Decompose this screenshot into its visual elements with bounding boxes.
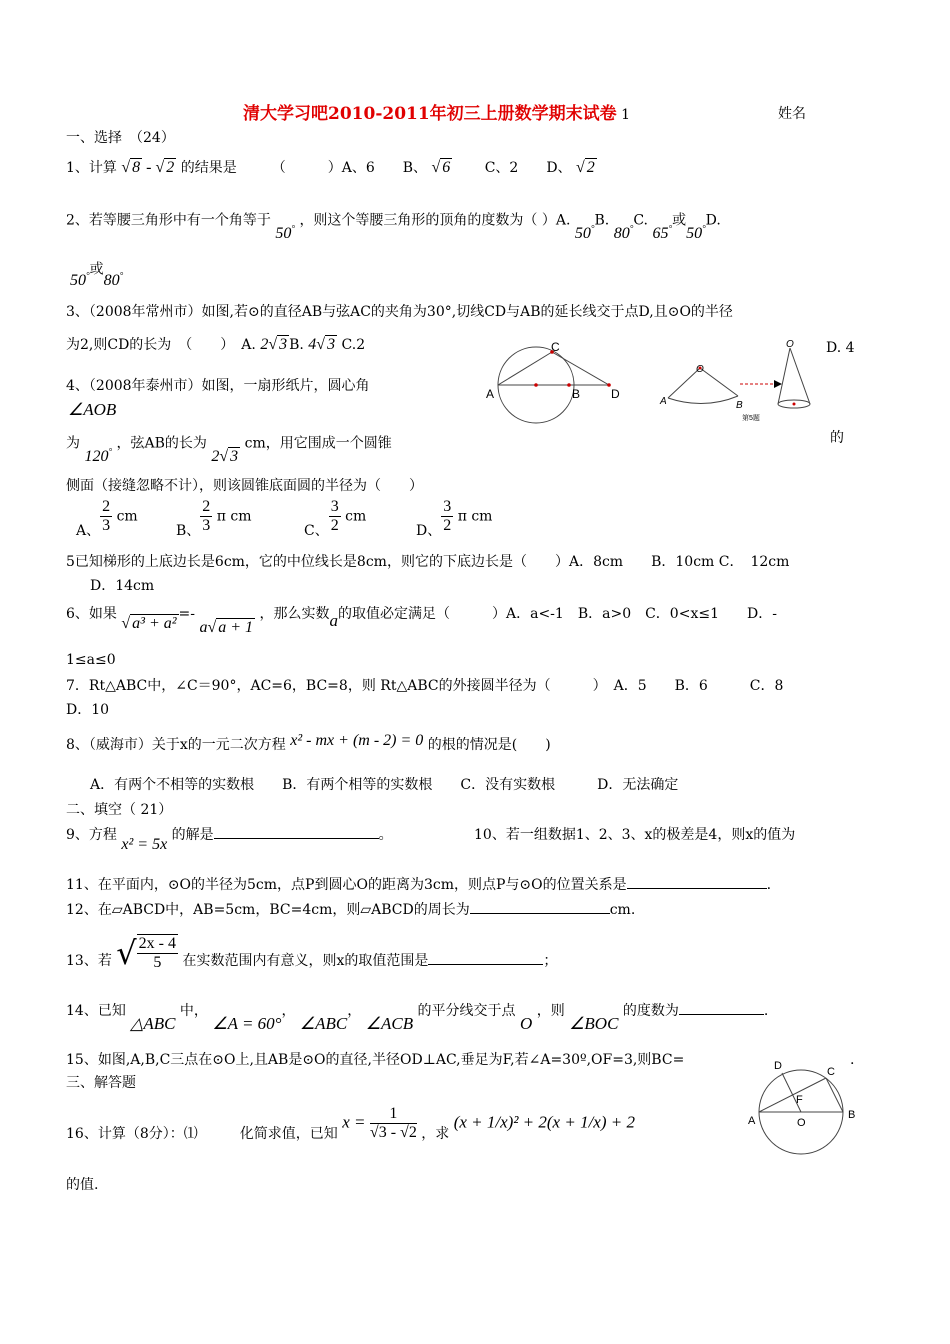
question-1 [66,158,597,178]
q9-equation: x² = 5x [121,836,168,853]
q4-chord: 2√ 3 [211,448,239,466]
q15-end: . [850,1052,855,1068]
q3-option-a: 2√ 3 [260,336,288,353]
q2-mid: ，则这个等腰三角形的顶角的度数为（ ）A. [299,212,571,229]
fig3-label-d: D [611,387,620,401]
q1-option-d: √ 2 [576,159,595,176]
title-text: 清大学习吧2010-2011年初三上册数学期末试卷 [243,104,617,124]
q14-angle-boc: ∠BOC [569,1014,619,1033]
question-9: 9、方程 x² = 5x 的解是 。 [66,827,393,853]
page-title [243,104,630,125]
section-3-heading: 三、解答题 [66,1075,136,1091]
q1-option-b: √ 6 [431,159,451,176]
q6-lhs: √ a³ + a² [121,615,177,632]
q3-option-d: D. 4 [826,340,855,356]
question-4-line1: 4、（2008年泰州市）如图，一扇形纸片，圆心角 [66,378,370,394]
q16-expression: (x + 1/x)² + 2(x + 1/x) + 2 [453,1112,635,1132]
q14-point-o: O [520,1014,533,1033]
q1-options: 的结果是 （ ）A、6 B、 [180,160,428,176]
name-label: 姓名 [778,106,806,122]
fig15-label-a: A [748,1115,756,1127]
q3-option-b: 4√ 3 [308,336,336,353]
question-2: 2、若等腰三角形中有一个角等于 50° ，则这个等腰三角形的顶角的度数为（ ）A. 50°B. 80°C. 65°或50°D. [66,212,721,243]
q14-angle-acb: ∠ACB [365,1014,414,1033]
fig5-caption: 第5题 [742,415,760,422]
q14-answer-blank[interactable] [679,1014,764,1015]
q6-variable: a [329,611,338,630]
question-8-options: A．有两个不相等的实数根 B．有两个相等的实数根 C．没有实数根 D．无法确定 [90,777,679,793]
q9-answer-blank[interactable] [214,838,379,839]
question-5-line2: D．14cm [90,578,155,594]
question-6: 6、如果 √ a³ + a²=- a√ a + 1 ，那么实数a的取值必定满足（ ）A．a<-1 B．a>0 C．0<x≤1 D．- [66,606,777,636]
q6-rhs: a√ a + 1 [199,619,254,636]
q16-x-equals: x = [342,1112,366,1132]
fig15-label-b: B [848,1109,856,1121]
q4-angle: ∠AOB [68,400,117,419]
question-14: 14、已知 △ABC 中， ∠A = 60°， ∠ABC， ∠ACB 的平分线交于点 O ，则 ∠BOC 的度数为 . [66,1003,769,1033]
q2-option-d: 50° [70,271,90,290]
fig15-label-c: C [827,1066,835,1078]
fig5-label-b: B [736,400,743,411]
q1-text: 1、计算 [66,160,117,176]
q2-option-c: 65° [652,224,673,243]
question-7-line2: D．10 [66,702,110,718]
section-1-heading: 一、选择 （24） [66,130,175,146]
q4-option-a: A、 $\frac{2}{3}$ cm [76,498,138,539]
q13-fraction: $\frac{2x - 4}{5}$ [138,935,176,971]
question-7-line1: 7．Rt△ABC中，∠C＝90°，AC=6，BC=8，则 Rt△ABC的外接圆半径为（ ） A．5 B．6 C．8 [66,678,784,694]
fig15-label-d: D [774,1060,782,1072]
q12-answer-blank[interactable] [470,913,610,914]
q4-degree: 120° [84,447,113,466]
q14-condition: ∠A = 60° [212,1014,282,1033]
question-6-line2: 1≤a≤0 [66,652,116,668]
fig15-label-o: O [797,1117,806,1129]
question-4-line3: 侧面（接缝忽略不计），则该圆锥底面圆的半径为（ ） [66,478,423,494]
fig5-label-o-cone: O [786,339,794,350]
question-2-line2: 50°或80° [70,261,124,290]
q14-angle-abc: ∠ABC [299,1014,348,1033]
figure-q15-circle [738,1058,868,1158]
q13-radical-sign: √ [116,934,137,972]
q4-line2-end: 的 [830,430,844,446]
fig3-label-b: B [572,387,581,401]
q14-triangle: △ABC [130,1014,176,1033]
fig3-label-c: C [551,340,560,354]
q2-option-b: 80° [613,224,634,243]
question-11: 11、在平面内，⊙O的半径为5cm，点P到圆心O的距离为3cm，则点P与⊙O的位置关系是 . [66,877,772,893]
q16-fraction: $\frac{1}{√3 - √2}$ [369,1105,417,1141]
figure-q4-cone [656,338,826,423]
q4-option-b: B、 $\frac{2}{3}$ π cm [176,498,252,539]
question-5-line1: 5已知梯形的上底边长是6cm，它的中位线长是8cm，则它的下底边长是（ ）A．8cm B．10cm C． 12cm [66,554,790,570]
q8-equation: x² - mx + (m - 2) = 0 [290,732,424,749]
question-12: 12、在▱ABCD中，AB=5cm，BC=4cm，则▱ABCD的周长为 cm. [66,902,636,918]
q3-option-c: C.2 [341,337,366,353]
question-15: 15、如图,A,B,C三点在⊙O上,且AB是⊙O的直径,半径OD⊥AC,垂足为F,若∠A=30º,OF=3,则BC= [66,1052,685,1068]
question-16-line2: 的值. [66,1177,99,1193]
q13-answer-blank[interactable] [428,964,543,965]
q11-answer-blank[interactable] [627,888,767,889]
question-3-line1: 3、（2008年常州市）如图,若⊙的直径AB与弦AC的夹角为30°,切线CD与AB的延长线交于点D,且⊙O的半径 [66,304,733,320]
q4-options [76,498,636,544]
fig15-label-f: F [796,1094,803,1106]
q4-option-d: D、 $\frac{3}{2}$ π cm [416,498,493,539]
title-suffix: 1 [621,107,631,123]
question-16: 16、计算（8分）：⑴ 化简求值，已知 x = $\frac{1}{√3 - √2}$ ，求 (x + 1/x)² + 2(x + 1/x) + 2 [66,1105,635,1142]
fig5-label-a: A [660,396,667,407]
question-13: 13、若 √ $\frac{2x - 4}{5}$ 在实数范围内有意义，则x的取值范围是 ； [66,930,557,980]
question-8: 8、（威海市）关于x的一元二次方程 x² - mx + (m - 2) = 0 的根的情况是( ) [66,732,551,753]
question-4-line2: 为 120° ，弦AB的长为 2√ 3 cm，用它围成一个圆锥 [66,435,392,466]
q2-angle: 50° [275,224,295,243]
figure-q3-circle [484,340,634,425]
q1-expression: √ 8 - √ 2 [121,159,175,176]
fig5-label-o-top: O [696,364,704,375]
q1-option-c: C、2 D、 [456,160,572,176]
q2-text: 2、若等腰三角形中有一个角等于 [66,212,271,229]
q4-option-c: C、 $\frac{3}{2}$ cm [304,498,367,539]
section-2-heading: 二、填空（ 21） [66,802,173,818]
q2-option-a: 50° [574,224,595,243]
question-3-line2: 为2,则CD的长为 （ ） A. 2√ 3 B. 4√ 3 C.2 [66,336,366,353]
fig3-label-a: A [486,387,495,401]
question-10: 10、若一组数据1、2、3、x的极差是4，则x的值为 [474,827,796,843]
